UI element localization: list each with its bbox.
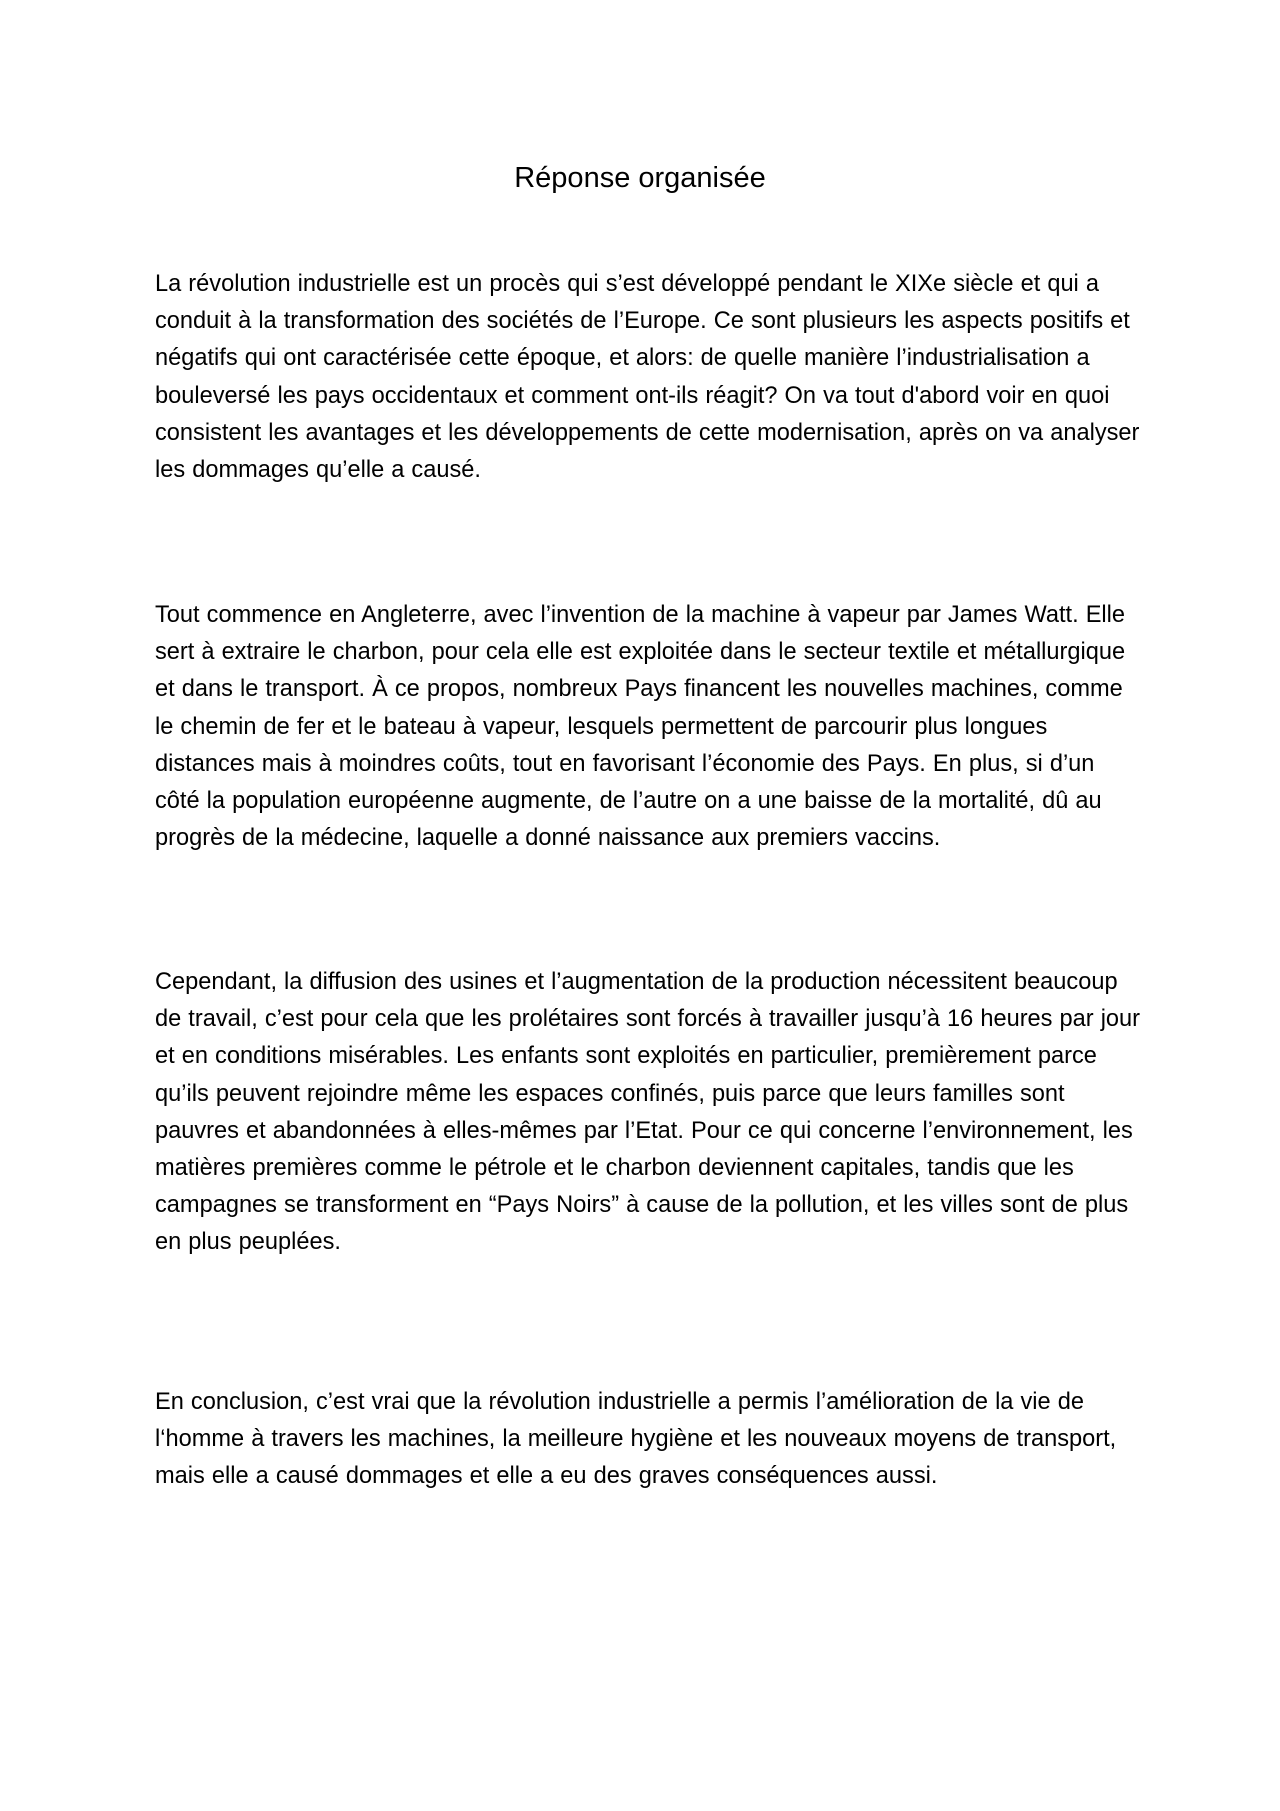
paragraph-conclusion: En conclusion, c’est vrai que la révolution industrielle a permis l’amélioration de la vie de l‘homme à travers les machines, la meilleure hygiène et les nouveaux moyens de transport, mais elle a causé dommages et elle a eu des graves conséquences aussi. bbox=[155, 1389, 1117, 1490]
paragraph-introduction: La révolution industrielle est un procès qui s’est développé pendant le XIXe siècle et qui a conduit à la transformation des sociétés de l’Europe. Ce sont plusieurs les aspects positifs et négatifs qui ont caractérisée cette époque, et alors: de quelle manière l’industrialisation a bouleversé les pays occidentaux et comment ont-ils réagit? On va tout d'abord voir en quoi consistent les avantages et les développements de cette modernisation, après on va analyser les dommages qu’elle a causé. bbox=[155, 271, 1140, 484]
paragraph-disadvantages: Cependant, la diffusion des usines et l’augmentation de la production nécessitent beaucoup de travail, c’est pour cela que les prolétaires sont forcés à travailler jusqu’à 16 heures par jour et en conditions misérables. Les enfants sont exploités en particulier, premièrement parce qu’ils peuvent rejoindre même les espaces confinés, puis parce que leurs familles sont pauvres et abandonnées à elles-mêmes par l’Etat. Pour ce qui concerne l’environnement, les matières premières comme le pétrole et le charbon deviennent capitales, tandis que les campagnes se transforment en “Pays Noirs” à cause de la pollution, et les villes sont de plus en plus peuplées. bbox=[155, 969, 1141, 1256]
paragraph-advantages: Tout commence en Angleterre, avec l’invention de la machine à vapeur par James Watt. Elle sert à extraire le charbon, pour cela elle est exploitée dans le secteur textile et métallurgique et dans le transport. À ce propos, nombreux Pays financent les nouvelles machines, comme le chemin de fer et le bateau à vapeur, lesquels permettent de parcourir plus longues distances mais à moindres coûts, tout en favorisant l’économie des Pays. En plus, si d’un côté la population européenne augmente, de l’autre on a une baisse de la mortalité, dû au progrès de la médecine, laquelle a donné naissance aux premiers vaccins. bbox=[155, 602, 1126, 852]
document-title: Réponse organisée bbox=[514, 162, 766, 194]
